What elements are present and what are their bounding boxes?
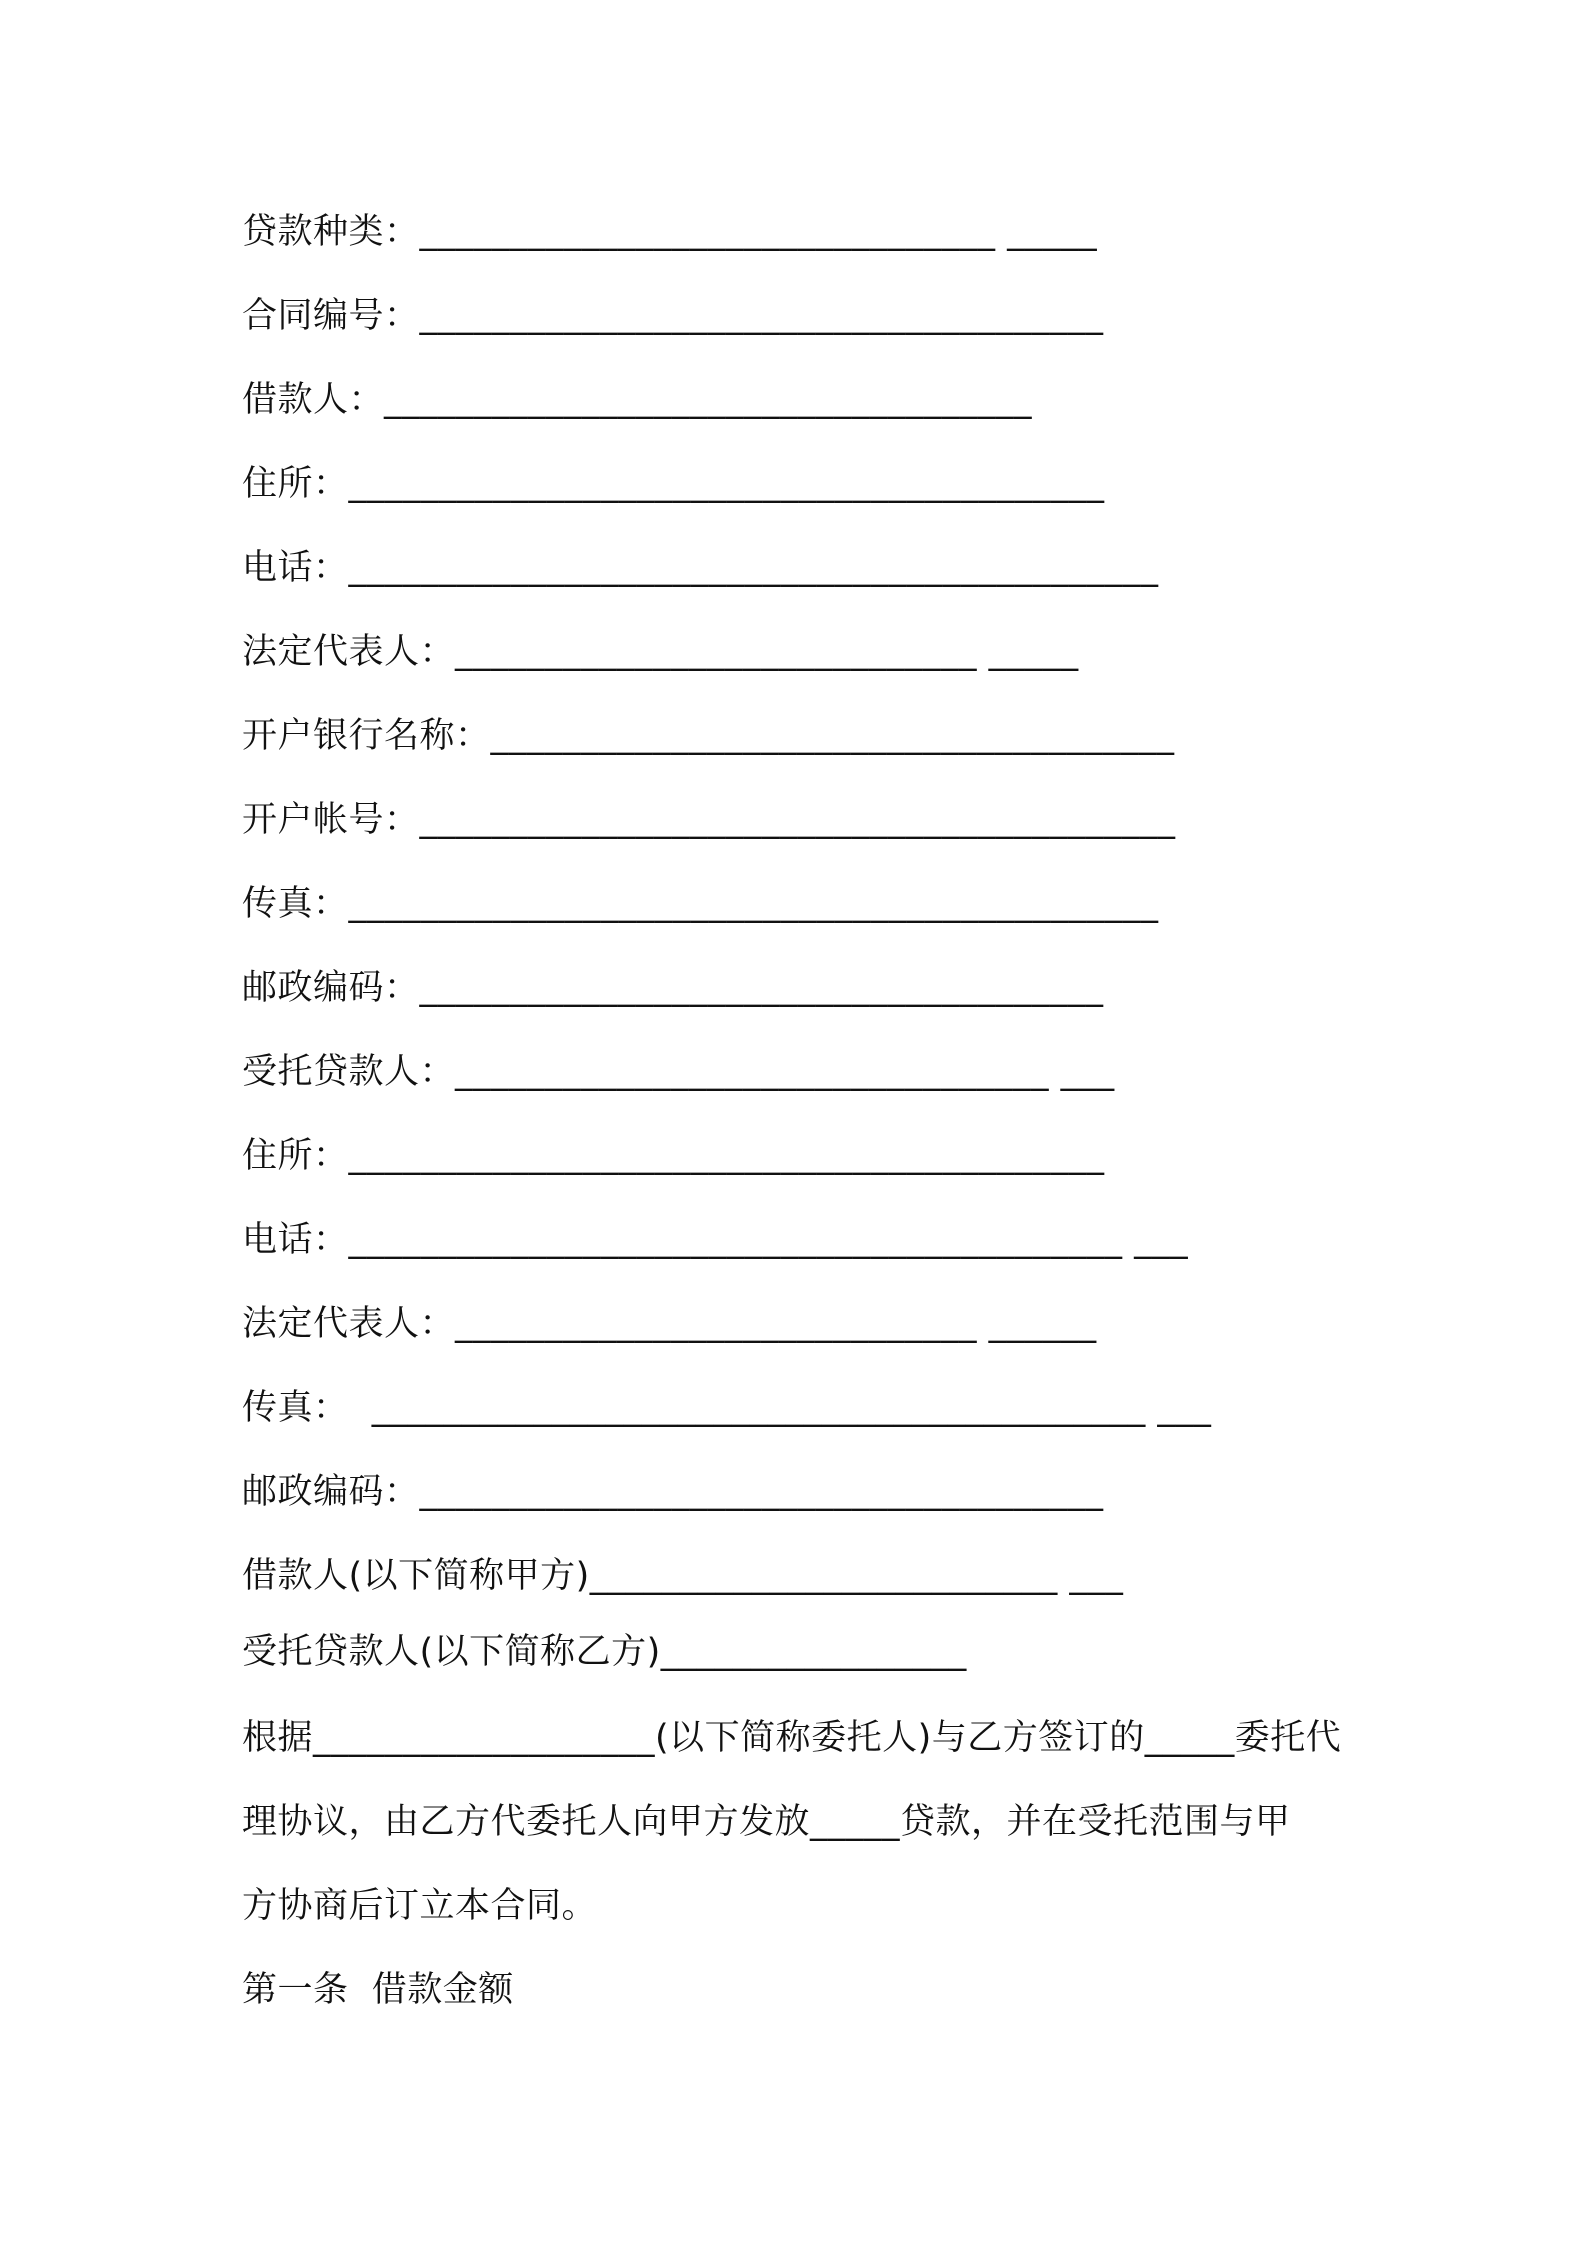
field-account-no: 开户帐号：__________________________________________ — [242, 800, 1176, 840]
paragraph-line: 理协议，由乙方代委托人向甲方发放_____贷款，并在受托范围与甲 — [242, 1802, 1291, 1842]
field-borrower-legal-rep: 法定代表人：_____________________________ _____ — [242, 632, 1079, 672]
field-borrower-address: 住所：__________________________________________ — [242, 464, 1105, 504]
field-lender-legal-rep: 法定代表人：_____________________________ ______ — [242, 1304, 1097, 1344]
field-contract-no: 合同编号：______________________________________ — [242, 296, 1104, 336]
field-lender-address: 住所：__________________________________________ — [242, 1136, 1105, 1176]
field-lender-postcode: 邮政编码：______________________________________ — [242, 1472, 1104, 1512]
article-one-heading: 第一条 借款金额 — [242, 1970, 514, 2010]
field-borrower-fax: 传真：_____________________________________________ — [242, 884, 1159, 924]
field-borrower-phone: 电话：_____________________________________________ — [242, 548, 1159, 588]
field-borrower: 借款人：____________________________________ — [242, 380, 1033, 420]
paragraph-line: 根据___________________(以下简称委托人)与乙方签订的_____委托代 — [242, 1718, 1342, 1758]
party-b-line: 受托贷款人(以下简称乙方)_________________ — [242, 1632, 967, 1672]
field-bank-name: 开户银行名称：______________________________________ — [242, 716, 1175, 756]
field-lender-phone: 电话：___________________________________________ ___ — [242, 1220, 1189, 1260]
field-loan-type: 贷款种类：________________________________ _____ — [242, 212, 1098, 252]
paragraph-line: 方协商后订立本合同。 — [242, 1886, 598, 1926]
field-lender-fax: 传真： ___________________________________________ ___ — [242, 1388, 1212, 1428]
field-borrower-postcode: 邮政编码：______________________________________ — [242, 968, 1104, 1008]
party-a-line: 借款人(以下简称甲方)__________________________ ___ — [242, 1556, 1124, 1596]
field-trustee-lender: 受托贷款人：_________________________________ ___ — [242, 1052, 1115, 1092]
